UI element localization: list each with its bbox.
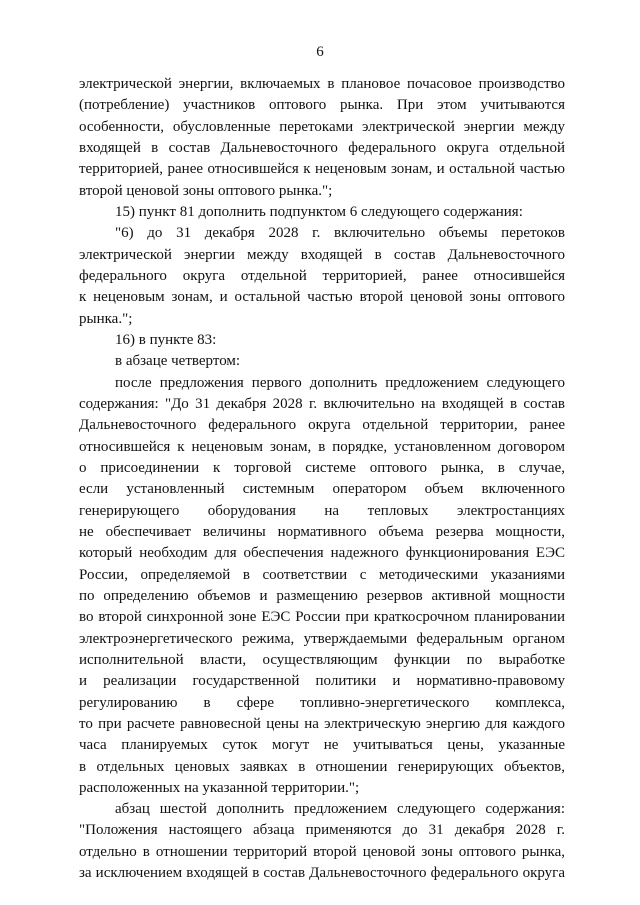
- text-line: и реализации государственной политики и нормативно-правовому: [79, 673, 565, 690]
- text-line: после предложения первого дополнить предложением следующего: [115, 374, 565, 391]
- text-line: "6) до 31 декабря 2028 г. включительно объемы перетоков: [115, 225, 565, 242]
- text-line: в отдельных ценовых заявках в отношении генерирующих объектов,: [79, 758, 565, 775]
- text-line: абзац шестой дополнить предложением следующего содержания:: [115, 801, 565, 818]
- text-line: который необходим для обеспечения надежного функционирования ЕЭС: [79, 545, 565, 562]
- text-line: содержания: "До 31 декабря 2028 г. включительно на входящей в состав: [79, 395, 565, 412]
- text-line: территорией, ранее относившейся к неценовым зонам, и остальной частью: [79, 161, 565, 178]
- text-line: относившейся к неценовым зонам, в порядке, установленном договором: [79, 438, 565, 455]
- text-line: России, определяемой в соответствии с методическими указаниями: [79, 566, 565, 583]
- text-line: 16) в пункте 83:: [115, 331, 217, 348]
- text-line: Дальневосточного федерального округа отдельной территории, ранее: [79, 417, 565, 434]
- text-line: к неценовым зонам, и остальной частью второй ценовой зоны оптового: [79, 289, 565, 306]
- text-line: расположенных на указанной территории.";: [79, 779, 360, 796]
- text-line: федерального округа отдельной территорией, ранее относившейся: [79, 267, 565, 284]
- text-line: регулированию в сфере топливно-энергетического комплекса,: [79, 694, 565, 711]
- text-line: электрической энергии между входящей в состав Дальневосточного: [79, 246, 565, 263]
- document-body: [79, 74, 565, 884]
- text-line: особенности, обусловленные перетоками электрической энергии между: [79, 118, 565, 135]
- text-line: отдельно в отношении территорий второй ценовой зоны оптового рынка,: [79, 843, 565, 860]
- text-line: за исключением входящей в состав Дальневосточного федерального округа: [79, 865, 565, 882]
- text-line: если установленный системным оператором объем включенного: [79, 481, 565, 498]
- text-line: часа планируемых суток могут не учитываться цены, указанные: [79, 737, 565, 754]
- page-number: 6: [316, 44, 324, 60]
- text-line: электроэнергетического режима, утверждаемыми федеральным органом: [79, 630, 565, 647]
- text-line: входящей в состав Дальневосточного федерального округа отдельной: [79, 139, 565, 156]
- text-line: по определению объемов и размещению резервов активной мощности: [79, 587, 565, 604]
- text-line: исполнительной власти, осуществляющим функции по выработке: [79, 651, 565, 668]
- text-line: не обеспечивает величины нормативного объема резерва мощности,: [79, 523, 565, 540]
- text-line: в абзаце четвертом:: [115, 353, 241, 370]
- text-line: (потребление) участников оптового рынка. При этом учитываются: [79, 97, 565, 114]
- text-line: генерирующего оборудования на тепловых электростанциях: [79, 502, 565, 519]
- text-line: во второй синхронной зоне ЕЭС России при краткосрочном планировании: [79, 609, 565, 626]
- text-line: 15) пункт 81 дополнить подпунктом 6 следующего содержания:: [115, 203, 523, 220]
- text-line: второй ценовой зоны оптового рынка.";: [79, 182, 333, 199]
- text-line: о присоединении к торговой системе оптового рынка, в случае,: [79, 459, 565, 476]
- text-line: "Положения настоящего абзаца применяются до 31 декабря 2028 г.: [79, 822, 565, 839]
- text-line: то при расчете равновесной цены на электрическую энергию для каждого: [79, 715, 565, 732]
- text-line: электрической энергии, включаемых в плановое почасовое производство: [79, 76, 565, 92]
- text-line: рынка.";: [79, 310, 133, 327]
